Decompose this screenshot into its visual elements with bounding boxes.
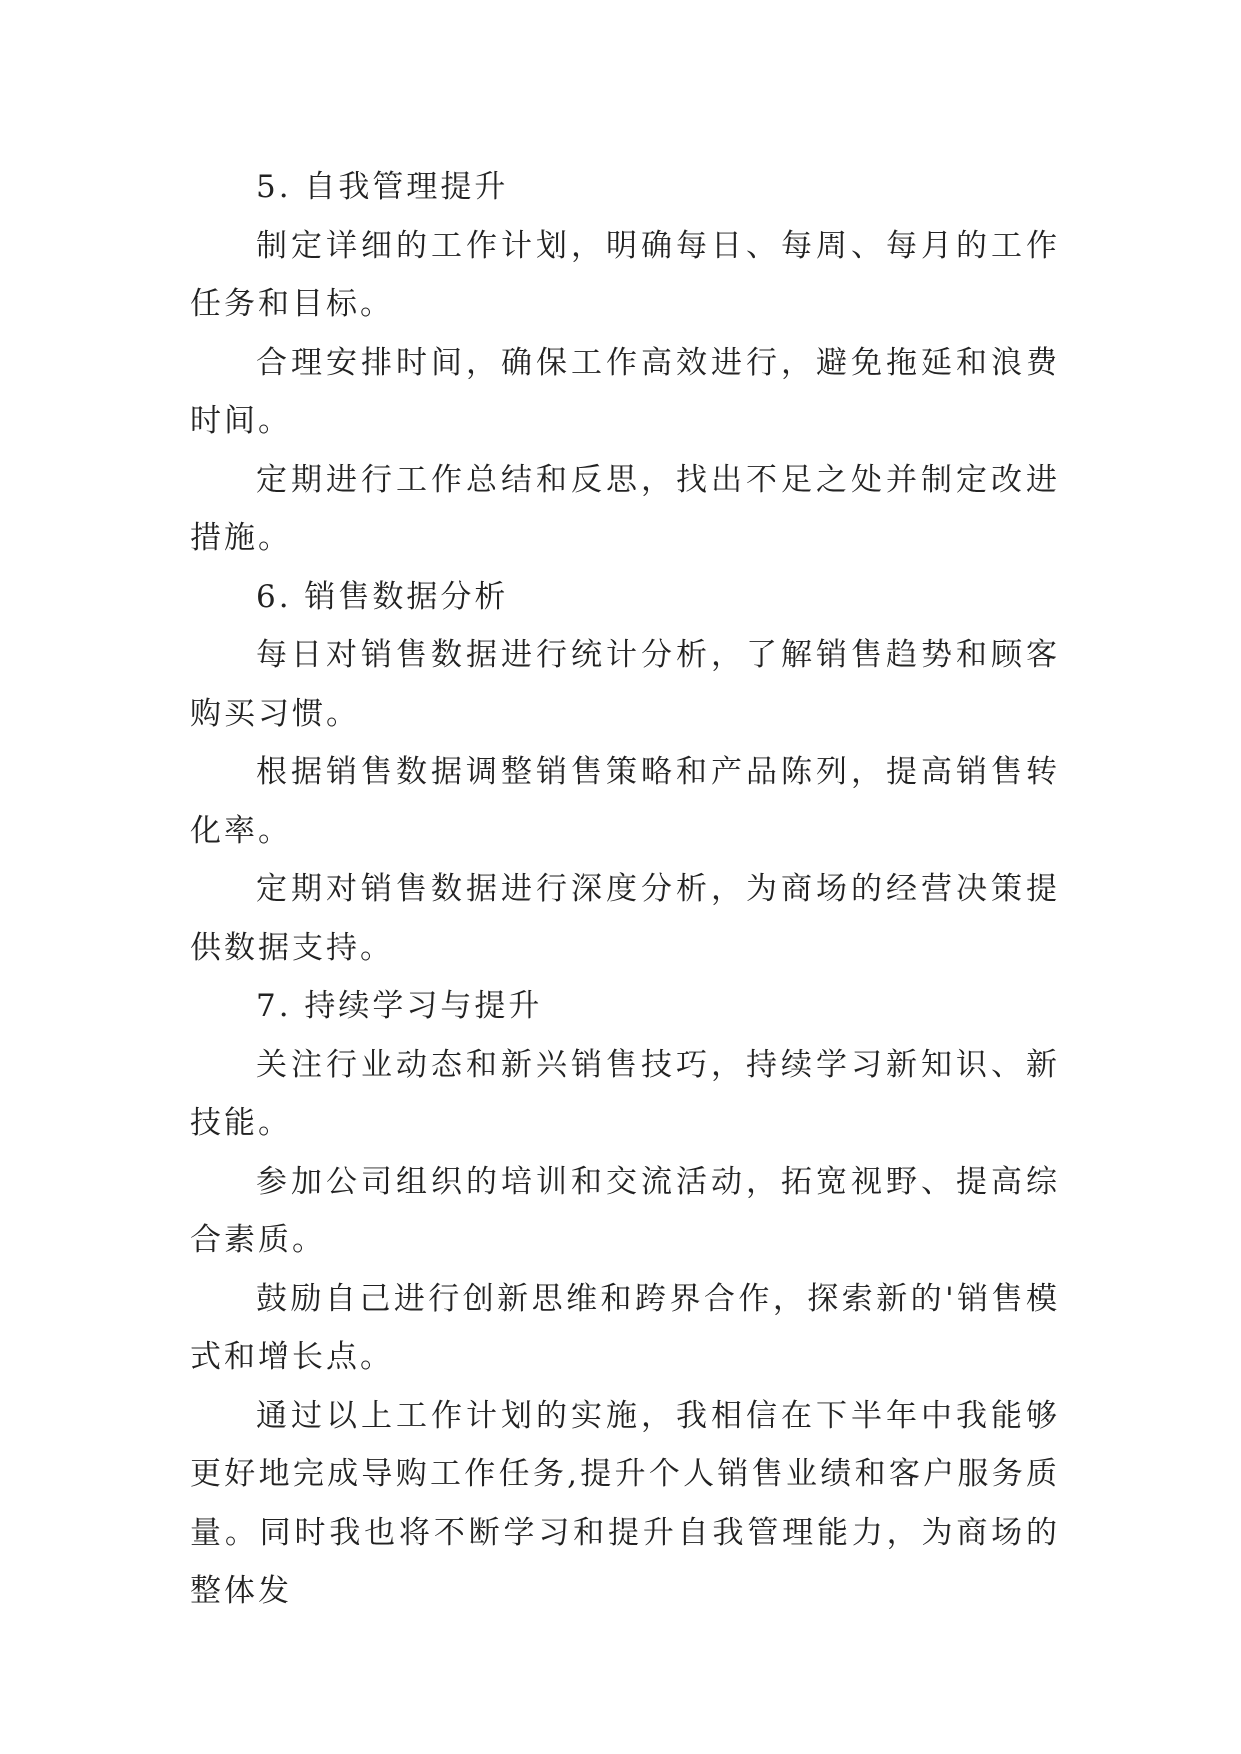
document-page bbox=[190, 158, 1060, 1621]
paragraph: 制定详细的工作计划，明确每日、每周、每月的工作任务和目标。 bbox=[190, 227, 1060, 322]
paragraph: 参加公司组织的培训和交流活动，拓宽视野、提高综合素质。 bbox=[190, 1163, 1060, 1258]
paragraph: 每日对销售数据进行统计分析，了解销售趋势和顾客购买习惯。 bbox=[190, 637, 1060, 732]
paragraph: 根据销售数据调整销售策略和产品陈列，提高销售转化率。 bbox=[190, 754, 1060, 849]
paragraph: 定期进行工作总结和反思，找出不足之处并制定改进措施。 bbox=[190, 461, 1060, 556]
paragraph: 定期对销售数据进行深度分析，为商场的经营决策提供数据支持。 bbox=[190, 871, 1060, 966]
section-heading-7: 7. 持续学习与提升 bbox=[256, 988, 543, 1024]
paragraph: 关注行业动态和新兴销售技巧，持续学习新知识、新技能。 bbox=[190, 1046, 1060, 1141]
section-heading-6: 6. 销售数据分析 bbox=[256, 578, 509, 615]
paragraph: 合理安排时间，确保工作高效进行，避免拖延和浪费时间。 bbox=[190, 344, 1060, 439]
section-heading-5: 5. 自我管理提升 bbox=[256, 169, 509, 205]
conclusion-paragraph: 通过以上工作计划的实施，我相信在下半年中我能够更好地完成导购工作任务,提升个人销售业绩和客户服务质量。同时我也将不断学习和提升自我管理能力，为商场的整体发 bbox=[190, 1397, 1060, 1609]
paragraph: 鼓励自己进行创新思维和跨界合作，探索新的'销售模式和增长点。 bbox=[190, 1280, 1060, 1375]
